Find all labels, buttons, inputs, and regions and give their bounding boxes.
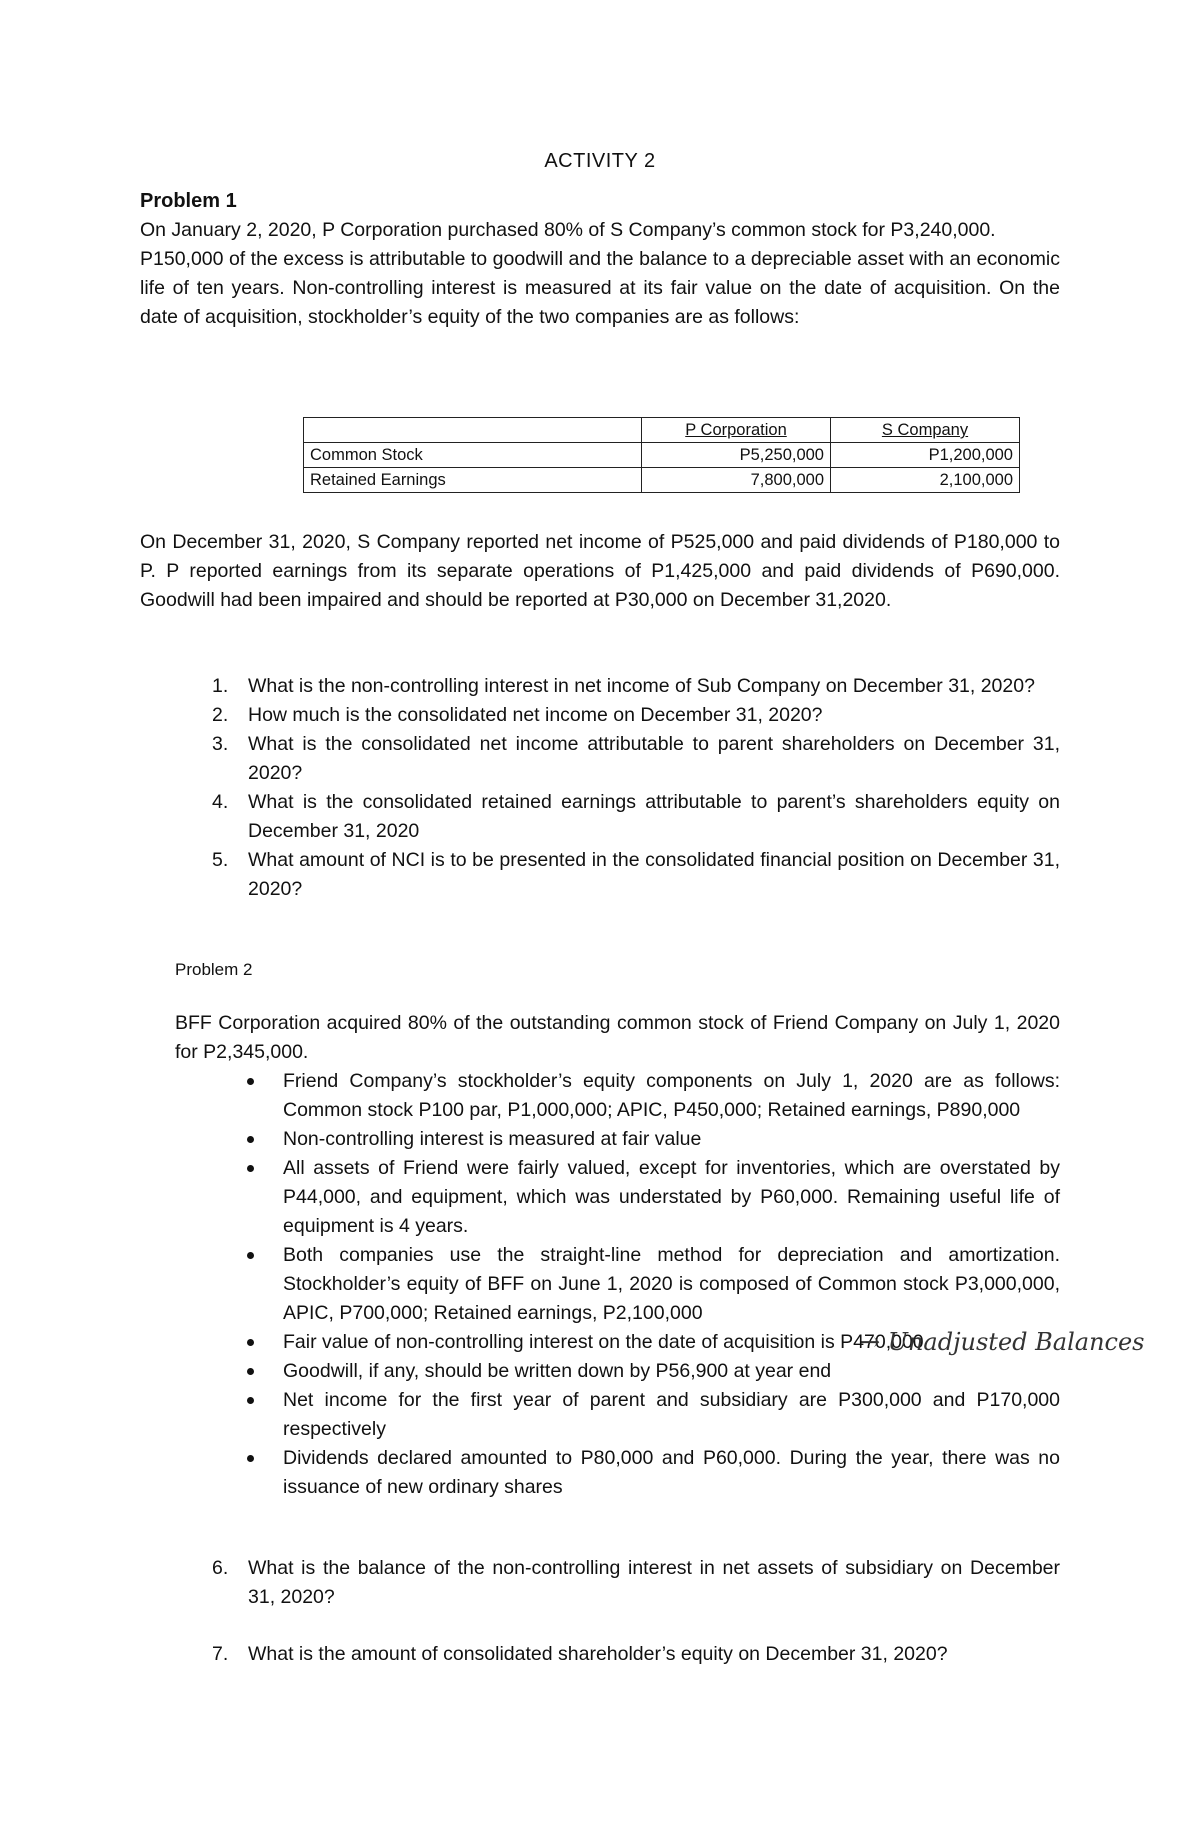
list-item (247, 1067, 1060, 1125)
list-item (212, 788, 1060, 846)
bullet-text: Both companies use the straight-line method for depreciation and amortization. Stockholder’s equity of BFF on June 1, 2020 is composed of Common stock P3,000,000, APIC, P700,000; Retained earnings, P2,100,000 (283, 1244, 1060, 1324)
row-label: Retained Earnings (304, 468, 642, 493)
question-text: What is the non-controlling interest in net income of Sub Company on December 31, 2020? (248, 675, 1035, 697)
problem1-heading: Problem 1 (140, 190, 237, 212)
s-value: P1,200,000 (831, 443, 1020, 468)
problem1-intro (140, 216, 1060, 332)
question-text: How much is the consolidated net income on December 31, 2020? (248, 704, 823, 726)
table-header-cell (642, 418, 831, 443)
equity-table (303, 417, 1020, 493)
list-item (247, 1125, 1060, 1154)
bullet-text: Goodwill, if any, should be written down by P56,900 at year end (283, 1360, 832, 1382)
problem1-body: On December 31, 2020, S Company reported net income of P525,000 and paid dividends of P180,000 to P. P reported earnings from its separate operations of P1,425,000 and paid dividends of P690,000. Goodwill had been impaired and should be reported at P30,000 on December 31,2020. (140, 531, 1060, 611)
table-row (304, 443, 1020, 468)
question-text: What is the consolidated retained earnings attributable to parent’s shareholders equity on December 31, 2020 (248, 791, 1060, 842)
problem2-bullets (247, 1067, 1060, 1502)
table-header-cell (304, 418, 642, 443)
bullet-icon (247, 1397, 254, 1404)
bullet-text: Net income for the first year of parent and subsidiary are P300,000 and P170,000 respectively (283, 1389, 1060, 1440)
list-item (212, 1554, 1060, 1612)
list-item (212, 730, 1060, 788)
page-title: ACTIVITY 2 (544, 150, 656, 172)
bullet-icon (247, 1368, 254, 1375)
list-item (212, 1640, 1060, 1669)
bullet-icon (247, 1339, 254, 1346)
problem2-heading: Problem 2 (175, 960, 253, 979)
problem1-questions (212, 672, 1060, 904)
bullet-text: All assets of Friend were fairly valued, except for inventories, which are overstated by P44,000, and equipment, which was understated by P60,000. Remaining useful life of equipment is 4 years. (283, 1157, 1060, 1237)
bullet-text: Non-controlling interest is measured at fair value (283, 1128, 702, 1150)
question-number: 5. (212, 849, 229, 871)
problem1-intro-paragraph: On January 2, 2020, P Corporation purchased 80% of S Company’s common stock for P3,240,000. (140, 219, 996, 241)
table-row (304, 468, 1020, 493)
bullet-text: Friend Company’s stockholder’s equity components on July 1, 2020 are as follows: Common stock P100 par, P1,000,000; APIC, P450,000; Retained earnings, P890,000 (283, 1070, 1060, 1121)
question-number: 7. (212, 1643, 229, 1665)
bullet-icon (247, 1136, 254, 1143)
handwritten-note: → Unadjusted Balances (860, 1328, 1145, 1356)
bullet-icon (247, 1455, 254, 1462)
row-label: Common Stock (304, 443, 642, 468)
question-number: 3. (212, 733, 229, 755)
question-number: 4. (212, 791, 229, 813)
p-value: 7,800,000 (642, 468, 831, 493)
list-item (247, 1386, 1060, 1444)
bullet-icon (247, 1078, 254, 1085)
problem2-intro: BFF Corporation acquired 80% of the outstanding common stock of Friend Company on July 1, 2020 for P2,345,000. (175, 1012, 1060, 1063)
question-text: What is the consolidated net income attributable to parent shareholders on December 31, 2020? (248, 733, 1060, 784)
question-text: What amount of NCI is to be presented in the consolidated financial position on December 31, 2020? (248, 849, 1060, 900)
problem1-intro-paragraph: P150,000 of the excess is attributable to goodwill and the balance to a depreciable asset with an economic life of ten years. Non-controlling interest is measured at its fair value on the date of acquisition. On the date of acquisition, stockholder’s equity of the two companies are as follows: (140, 248, 1060, 328)
list-item (212, 672, 1060, 701)
p-value: P5,250,000 (642, 443, 831, 468)
list-item (212, 701, 1060, 730)
bullet-text: Dividends declared amounted to P80,000 and P60,000. During the year, there was no issuance of new ordinary shares (283, 1447, 1060, 1498)
bullet-icon (247, 1165, 254, 1172)
bullet-text: Fair value of non-controlling interest on the date of acquisition is P470,000 (283, 1331, 924, 1353)
s-company-header: S Company (881, 421, 969, 439)
s-value: 2,100,000 (831, 468, 1020, 493)
question-number: 6. (212, 1557, 229, 1579)
table-header-cell (831, 418, 1020, 443)
question-text: What is the balance of the non-controlling interest in net assets of subsidiary on December 31, 2020? (248, 1557, 1060, 1608)
list-item (247, 1154, 1060, 1241)
p-corporation-header: P Corporation (685, 421, 787, 439)
table-header-row (304, 418, 1020, 443)
list-item (247, 1357, 1060, 1386)
list-item (247, 1241, 1060, 1328)
bullet-icon (247, 1252, 254, 1259)
problem2-questions (212, 1554, 1060, 1669)
list-item (247, 1444, 1060, 1502)
question-text: What is the amount of consolidated shareholder’s equity on December 31, 2020? (248, 1643, 948, 1665)
question-number: 1. (212, 675, 229, 697)
list-item (212, 846, 1060, 904)
question-number: 2. (212, 704, 229, 726)
